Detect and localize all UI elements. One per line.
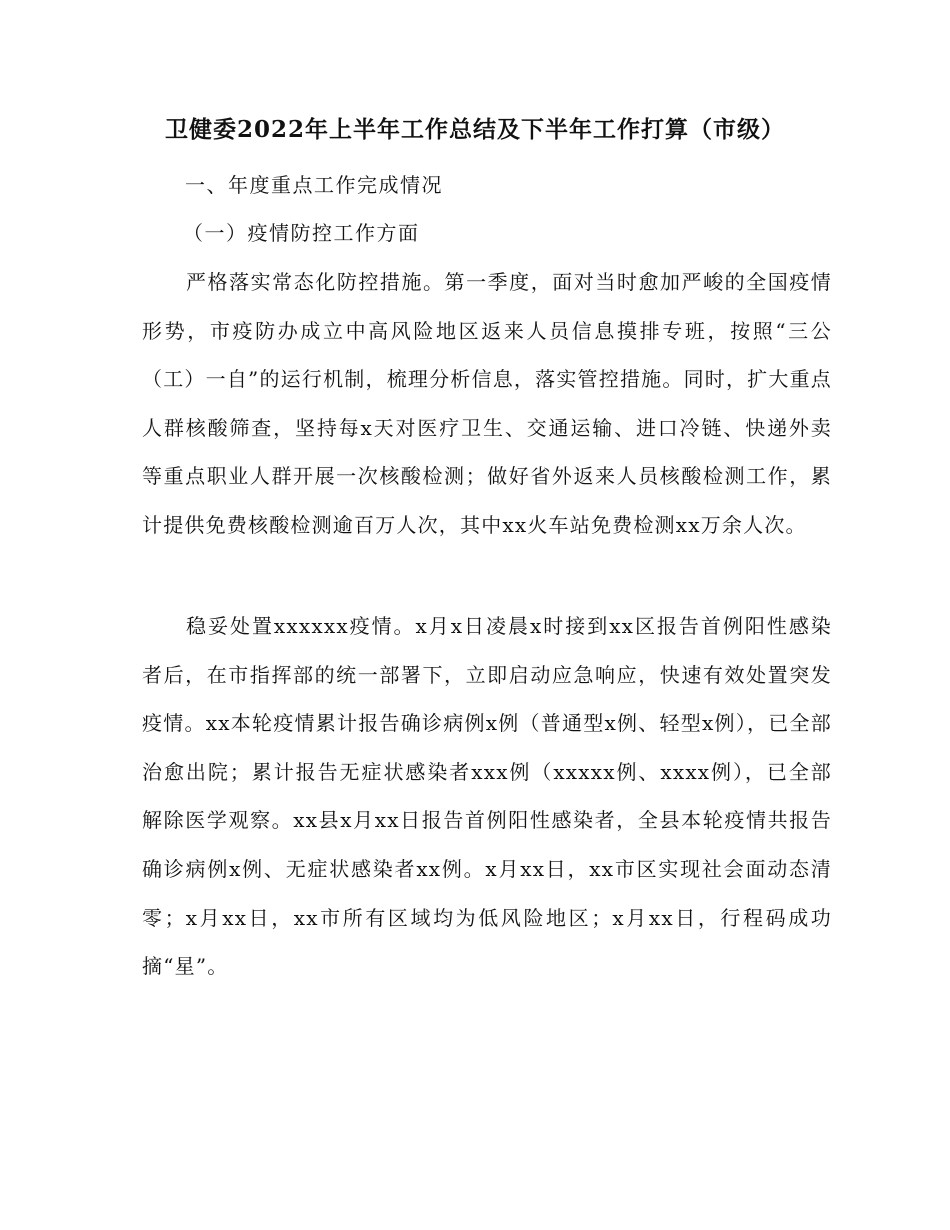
- document-title: 卫健委2022年上半年工作总结及下半年工作打算（市级）: [164, 116, 785, 143]
- section-heading: 一、年度重点工作完成情况: [185, 173, 443, 197]
- paragraph-prevention-measures: 严格落实常态化防控措施。第一季度，面对当时愈加严峻的全国疫情形势，市疫防办成立中高风险地区返来人员信息摸排专班，按照“三公（工）一自”的运行机制，梳理分析信息，落实管控措施。同时，扩大重点人群核酸筛查，坚持每x天对医疗卫生、交通运输、进口冷链、快递外卖等重点职业人群开展一次核酸检测；做好省外返来人员核酸检测工作，累计提供免费核酸检测逾百万人次，其中xx火车站免费检测xx万余人次。: [142, 270, 832, 537]
- paragraph-outbreak-handling: 稳妥处置xxxxxx疫情。x月x日凌晨x时接到xx区报告首例阳性感染者后，在市指挥部的统一部署下，立即启动应急响应，快速有效处置突发疫情。xx本轮疫情累计报告确诊病例x例（普通型x例、轻型x例），已全部治愈出院；累计报告无症状感染者xxx例（xxxxx例、xxxx例），已全部解除医学观察。xx县x月xx日报告首例阳性感染者，全县本轮疫情共报告确诊病例x例、无症状感染者xx例。x月xx日，xx市区实现社会面动态清零；x月xx日，xx市所有区域均为低风险地区；x月xx日，行程码成功摘“星”。: [142, 614, 832, 979]
- subsection-heading: （一）疫情防控工作方面: [183, 221, 420, 245]
